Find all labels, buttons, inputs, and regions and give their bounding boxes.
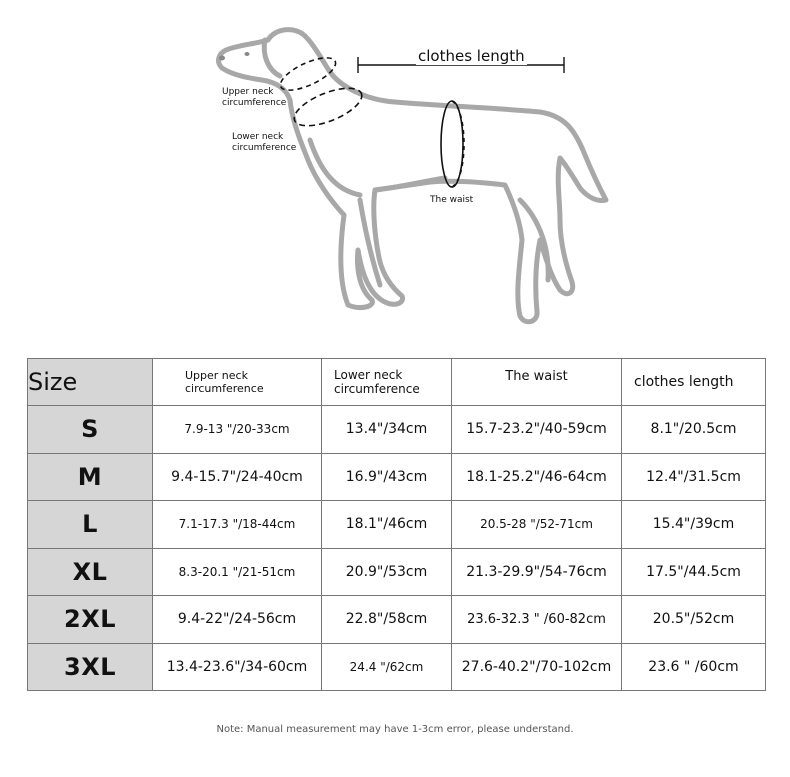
waist-value: 23.6-32.3 " /60-82cm — [452, 596, 622, 644]
dog-nose — [219, 56, 225, 61]
header-waist: The waist — [452, 359, 622, 406]
header-lower-neck: Lower neck circumference — [322, 359, 452, 406]
dog-measurement-diagram — [0, 0, 790, 340]
header-size: Size — [28, 359, 153, 406]
waist-value: 21.3-29.9"/54-76cm — [452, 548, 622, 596]
clothes-length-label: clothes length — [418, 47, 525, 65]
upper-neck-value: 7.1-17.3 "/18-44cm — [153, 501, 322, 549]
clothes-length-value: 15.4"/39cm — [622, 501, 766, 549]
lower-neck-value: 18.1"/46cm — [322, 501, 452, 549]
size-cell: 3XL — [28, 643, 153, 691]
size-cell: L — [28, 501, 153, 549]
lower-neck-value: 13.4"/34cm — [322, 406, 452, 454]
table-row — [28, 406, 766, 454]
upper-neck-value: 8.3-20.1 "/21-51cm — [153, 548, 322, 596]
lower-neck-value: 22.8"/58cm — [322, 596, 452, 644]
waist-label: The waist — [430, 195, 474, 205]
table-row — [28, 643, 766, 691]
table-row — [28, 453, 766, 501]
waist-marker — [441, 101, 464, 187]
table-row — [28, 596, 766, 644]
upper-neck-value: 9.4-15.7"/24-40cm — [153, 453, 322, 501]
waist-value: 18.1-25.2"/46-64cm — [452, 453, 622, 501]
clothes-length-value: 23.6 " /60cm — [622, 643, 766, 691]
size-chart-table — [27, 358, 766, 691]
clothes-length-value: 8.1"/20.5cm — [622, 406, 766, 454]
dog-ear-outline — [264, 40, 280, 76]
clothes-length-value: 17.5"/44.5cm — [622, 548, 766, 596]
upper-neck-value: 7.9-13 "/20-33cm — [153, 406, 322, 454]
size-cell: 2XL — [28, 596, 153, 644]
lower-neck-label: Lower neck circumference — [232, 132, 297, 153]
lower-neck-value: 16.9"/43cm — [322, 453, 452, 501]
upper-neck-value: 13.4-23.6"/34-60cm — [153, 643, 322, 691]
lower-neck-value: 20.9"/53cm — [322, 548, 452, 596]
table-row — [28, 548, 766, 596]
waist-value: 20.5-28 "/52-71cm — [452, 501, 622, 549]
dog-eye — [245, 52, 250, 56]
waist-value: 27.6-40.2"/70-102cm — [452, 643, 622, 691]
measurement-note: Note: Manual measurement may have 1-3cm error, please understand. — [216, 724, 574, 735]
table-header-row — [28, 359, 766, 406]
upper-neck-label: Upper neck circumference — [222, 87, 287, 108]
header-upper-neck: Upper neck circumference — [153, 359, 322, 406]
dog-outline-illustration — [0, 0, 790, 340]
table-row — [28, 501, 766, 549]
size-cell: XL — [28, 548, 153, 596]
lower-neck-value: 24.4 "/62cm — [322, 643, 452, 691]
size-cell: M — [28, 453, 153, 501]
waist-value: 15.7-23.2"/40-59cm — [452, 406, 622, 454]
clothes-length-value: 12.4"/31.5cm — [622, 453, 766, 501]
header-clothes-length: clothes length — [622, 359, 766, 406]
clothes-length-value: 20.5"/52cm — [622, 596, 766, 644]
size-cell: S — [28, 406, 153, 454]
upper-neck-value: 9.4-22"/24-56cm — [153, 596, 322, 644]
